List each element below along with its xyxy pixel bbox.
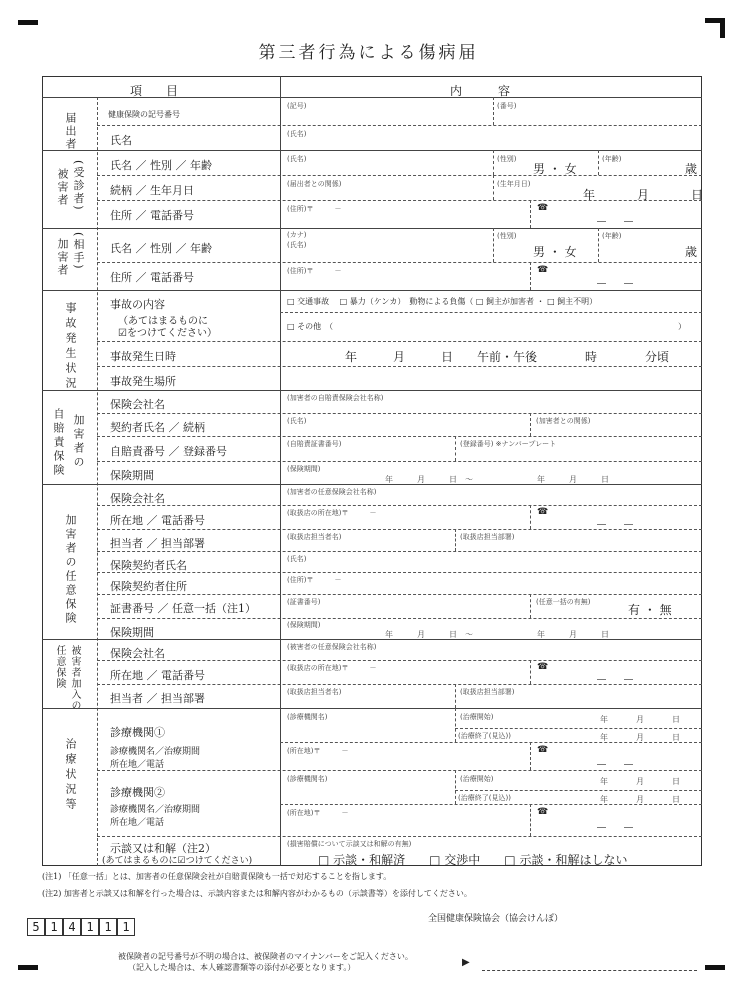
field-accident-other[interactable]: □ その他 （ — [287, 322, 334, 331]
label-ni-company: 保険会社名 — [110, 492, 165, 505]
field-inst1-end[interactable]: 年 月 日 — [600, 733, 684, 742]
label-settle: 示談又は和解（注2） — [110, 842, 216, 855]
mynumber-note-1: 被保険者の記号番号が不明の場合は、被保険者のマイナンバーをご記入ください。 — [118, 952, 413, 961]
field-notifier-name[interactable]: (氏名) — [287, 130, 307, 138]
form-code-digit: 1 — [99, 918, 117, 936]
cell-divider — [455, 770, 456, 804]
label-notifier-name: 氏名 — [110, 134, 132, 147]
phone-icon: ☎ — [537, 662, 549, 672]
field-inst1-name[interactable]: (診療機関名) — [287, 713, 328, 721]
field-ni-addr[interactable]: (取扱店の所在地)〒 － — [287, 509, 377, 517]
section-victim-sub: (受診者) — [72, 160, 85, 212]
label-assailant-r1: 氏名 ／ 性別 ／ 年齢 — [110, 242, 212, 255]
cell-divider — [530, 262, 531, 290]
field-ni-staff[interactable]: (取扱店担当者名) — [287, 533, 342, 541]
label-gender: (性別) — [497, 232, 517, 240]
field-vi-staff[interactable]: (取扱店担当者名) — [287, 688, 342, 696]
label-inst1-sub2: 所在地／電話 — [110, 760, 165, 770]
header-item: 項 目 — [130, 84, 179, 98]
field-birthdate[interactable]: 年 月 日 — [583, 188, 710, 202]
field-vi-dept[interactable]: (取扱店担当部署) — [460, 688, 515, 696]
field-accident-other-end: ） — [678, 322, 686, 331]
row-line — [97, 551, 702, 552]
label-vi-company: 保険会社名 — [110, 647, 165, 660]
label-assailant-r2: 住所 ／ 電話番号 — [110, 271, 194, 284]
row-line — [280, 742, 702, 743]
field-relation[interactable]: (届出者との関係) — [287, 180, 342, 188]
field-vi-company[interactable]: (被害者の任意保険会社名称) — [287, 643, 377, 651]
cell-divider — [455, 436, 456, 461]
field-settle-options[interactable]: □ 示談・和解済 □ 交渉中 □ 示談・和解はしない — [318, 853, 628, 867]
field-jb-relation[interactable]: (加害者との関係) — [536, 417, 591, 425]
row-line — [97, 770, 702, 771]
label-ni-holder-addr: 保険契約者住所 — [110, 580, 187, 593]
cell-divider — [493, 228, 494, 262]
row-line — [280, 804, 702, 805]
label-inst2-start: (治療開始) — [460, 775, 494, 783]
cell-divider — [493, 150, 494, 175]
field-assailant-address[interactable]: (住所)〒 － — [287, 267, 342, 275]
row-line — [42, 97, 702, 98]
label-inst2-sub1: 診療機関名／治療期間 — [110, 805, 201, 815]
label-accident-note1: （あてはまるものに — [118, 316, 208, 327]
label-accident-datetime: 事故発生日時 — [110, 350, 176, 363]
field-victim-address[interactable]: (住所)〒 － — [287, 205, 342, 213]
row-line — [97, 366, 702, 367]
field-accident-datetime[interactable]: 年 月 日 午前・午後 時 分頃 — [345, 350, 670, 364]
label-accident-place: 事故発生場所 — [110, 375, 176, 388]
row-line — [97, 836, 702, 837]
phone-icon: ☎ — [537, 265, 549, 275]
label-ni-holder: 保険契約者氏名 — [110, 559, 187, 572]
label-inst2-sub2: 所在地／電話 — [110, 818, 165, 828]
registration-mark-bl — [18, 965, 38, 970]
label-victim-r2: 続柄 ／ 生年月日 — [110, 184, 194, 197]
row-line — [97, 341, 702, 342]
section-notifier: 届出者 — [64, 112, 77, 151]
section-nin-i: 加害者の任意保険 — [64, 514, 77, 626]
col-divider-main — [280, 76, 281, 866]
field-symbol[interactable]: (記号) — [287, 102, 307, 110]
cell-divider — [530, 413, 531, 436]
row-line — [42, 708, 702, 709]
form-code-digit: 1 — [117, 918, 135, 936]
field-jb-contractor[interactable]: (氏名) — [287, 417, 307, 425]
label-jb-contractor: 契約者氏名 ／ 続柄 — [110, 421, 205, 434]
phone-icon: ☎ — [537, 745, 549, 755]
row-line — [97, 572, 702, 573]
field-jb-plate[interactable]: (登録番号) ※ナンバープレート — [460, 440, 557, 448]
header-content: 内 容 — [450, 84, 511, 98]
row-line — [97, 461, 702, 462]
label-inst2: 診療機関② — [110, 786, 165, 799]
section-assailant: 加害者 — [56, 238, 69, 277]
unit-age: 歳 — [685, 245, 698, 259]
row-line — [97, 684, 702, 685]
label-vi-addr: 所在地 ／ 電話番号 — [110, 669, 205, 682]
row-line — [97, 529, 702, 530]
field-inst1-loc[interactable]: (所在地)〒 － — [287, 747, 349, 755]
field-accident-options[interactable]: □ 交通事故 □ 暴力（ケンカ） 動物による負傷（ □ 飼主が加害者 ・ □ 飼主不明） — [287, 297, 598, 306]
field-assailant-name[interactable]: (氏名) — [287, 241, 307, 249]
row-line — [97, 262, 702, 263]
field-ni-holder[interactable]: (氏名) — [287, 555, 307, 563]
arrow-icon: ▶ — [462, 957, 470, 968]
note-1: (注1) 「任意一括」とは、加害者の任意保険会社が自賠責保険も一括で対応することを指します。 — [42, 872, 392, 881]
registration-mark-br — [705, 965, 725, 970]
section-victim: 被害者 — [56, 168, 69, 207]
label-gender: (性別) — [497, 155, 517, 163]
row-line — [42, 390, 702, 391]
phone-icon: ☎ — [537, 507, 549, 517]
field-inst1-tel[interactable]: ― ― — [597, 760, 634, 770]
label-inst1-sub1: 診療機関名／治療期間 — [110, 747, 201, 757]
field-ni-company[interactable]: (加害者の任意保険会社名称) — [287, 488, 377, 496]
cell-divider — [530, 594, 531, 618]
row-line — [97, 125, 702, 126]
field-assailant-tel[interactable]: ― ― — [597, 279, 634, 289]
note-2: (注2) 加害者と示談又は和解を行った場合は、示談内容または和解内容がわかるもの（示談書等）を添付してください。 — [42, 889, 472, 898]
field-vi-addr[interactable]: (取扱店の所在地)〒 － — [287, 664, 377, 672]
form-code-digit: 4 — [63, 918, 81, 936]
row-line — [42, 290, 702, 291]
section-accident: 事故発生状況 — [64, 302, 77, 392]
label-inst1-start: (治療開始) — [460, 713, 494, 721]
field-jb-period[interactable]: 年 月 日 ～ 年 月 日 — [385, 475, 609, 484]
phone-icon: ☎ — [537, 203, 549, 213]
cell-divider — [530, 804, 531, 836]
label-jb-period: 保険期間 — [110, 469, 154, 482]
label-victim-r1: 氏名 ／ 性別 ／ 年齢 — [110, 159, 212, 172]
section-jibaiseki: 自賠責保険 — [52, 408, 65, 478]
cell-divider — [530, 742, 531, 770]
row-line — [280, 312, 702, 313]
form-code-digit: 1 — [81, 918, 99, 936]
col-divider-label — [97, 97, 98, 866]
label-insurance-no: 健康保険の記号番号 — [108, 110, 180, 119]
org-name: 全国健康保険協会（協会けんぽ） — [428, 914, 564, 924]
cell-divider — [530, 200, 531, 228]
field-inst2-loc[interactable]: (所在地)〒 － — [287, 809, 349, 817]
row-line — [97, 413, 702, 414]
row-line — [42, 484, 702, 485]
label-accident-content: 事故の内容 — [110, 298, 165, 311]
cell-divider — [493, 175, 494, 200]
field-inst1-start[interactable]: 年 月 日 — [600, 715, 684, 724]
label-ni-period: 保険期間 — [110, 626, 154, 639]
field-assailant-gender[interactable]: 男 ・ 女 — [533, 245, 577, 259]
label-age: (年齢) — [602, 232, 622, 240]
field-inst2-start[interactable]: 年 月 日 — [600, 777, 684, 786]
label-jb-period-field: (保険期間) — [287, 465, 321, 473]
label-kana: (カナ) — [287, 231, 307, 239]
cell-divider — [598, 228, 599, 262]
label-inst2-end: (治療終了(見込)) — [458, 794, 511, 802]
field-inst2-name[interactable]: (診療機関名) — [287, 775, 328, 783]
registration-mark-tr-v — [720, 18, 725, 38]
field-ni-holder-addr[interactable]: (住所)〒 － — [287, 576, 342, 584]
label-jb-company: 保険会社名 — [110, 398, 165, 411]
field-ni-tel[interactable]: ― ― — [597, 520, 634, 530]
label-jb-cert: 自賠責番号 ／ 登録番号 — [110, 445, 227, 458]
label-ni-cert: 証書番号 ／ 任意一括（注1） — [110, 602, 256, 615]
label-age: (年齢) — [602, 155, 622, 163]
form-code-digit: 5 — [27, 918, 45, 936]
section-jibaiseki-sub: 加害者の — [72, 414, 85, 470]
row-line — [97, 436, 702, 437]
section-treatment: 治療状況等 — [64, 738, 77, 813]
cell-divider — [530, 505, 531, 529]
label-ni-period-field: (保険期間) — [287, 621, 321, 629]
field-ni-ikkatsu[interactable]: 有 ・ 無 — [628, 603, 672, 617]
label-accident-note2: ☑をつけてください） — [118, 328, 217, 339]
field-ni-period[interactable]: 年 月 日 ～ 年 月 日 — [385, 630, 609, 639]
row-line — [97, 618, 702, 619]
field-victim-name[interactable]: (氏名) — [287, 155, 307, 163]
row-line — [97, 505, 702, 506]
mynumber-note-2: （記入した場合は、本人確認書類等の添付が必要となります。） — [128, 963, 356, 972]
field-jb-cert[interactable]: (自賠責証書番号) — [287, 440, 342, 448]
section-victim-ins: 被害者加入の任意保険 — [54, 645, 80, 711]
phone-icon: ☎ — [537, 807, 549, 817]
cell-divider — [493, 97, 494, 125]
label-settle-field: (損害賠償について示談又は和解の有無) — [287, 840, 412, 848]
field-ni-dept[interactable]: (取扱店担当部署) — [460, 533, 515, 541]
label-ni-staff: 担当者 ／ 担当部署 — [110, 537, 205, 550]
field-inst2-end[interactable]: 年 月 日 — [600, 795, 684, 804]
label-settle-sub: (あてはまるものに☑つけてください) — [102, 856, 253, 866]
label-ni-addr: 所在地 ／ 電話番号 — [110, 514, 205, 527]
label-vi-staff: 担当者 ／ 担当部署 — [110, 692, 205, 705]
registration-mark-tl — [18, 20, 38, 25]
cell-divider — [455, 708, 456, 742]
label-inst1-end: (治療終了(見込)) — [458, 732, 511, 740]
field-victim-tel[interactable]: ― ― — [597, 217, 634, 227]
cell-divider — [455, 529, 456, 551]
row-line — [97, 660, 702, 661]
field-ni-cert[interactable]: (証書番号) — [287, 598, 321, 606]
field-victim-gender[interactable]: 男 ・ 女 — [533, 162, 577, 176]
unit-age: 歳 — [685, 162, 698, 176]
field-jb-company[interactable]: (加害者の自賠責保険会社名称) — [287, 394, 384, 402]
cell-divider — [530, 660, 531, 684]
cell-divider — [455, 684, 456, 708]
field-inst2-tel[interactable]: ― ― — [597, 823, 634, 833]
label-inst1: 診療機関① — [110, 726, 165, 739]
section-assailant-sub: (相手) — [72, 232, 85, 271]
label-birth: (生年月日) — [497, 180, 531, 188]
mynumber-field[interactable] — [482, 970, 697, 971]
field-number[interactable]: (番号) — [497, 102, 517, 110]
cell-divider — [598, 150, 599, 175]
row-line — [455, 790, 702, 791]
label-victim-r3: 住所 ／ 電話番号 — [110, 209, 194, 222]
row-line — [97, 175, 702, 176]
page-title: 第三者行為による傷病届 — [258, 43, 479, 63]
form-code-digit: 1 — [45, 918, 63, 936]
row-line — [42, 150, 702, 151]
row-line — [42, 639, 702, 640]
row-line — [97, 200, 702, 201]
field-vi-tel[interactable]: ― ― — [597, 675, 634, 685]
label-ni-ikkatsu: (任意一括の有無) — [536, 598, 591, 606]
row-line — [97, 594, 702, 595]
row-line — [42, 228, 702, 229]
row-line — [455, 728, 702, 729]
